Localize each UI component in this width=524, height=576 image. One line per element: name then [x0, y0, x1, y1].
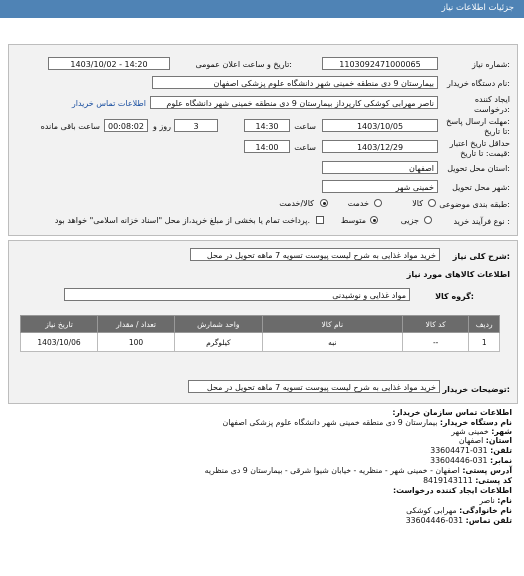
process-minor-radio[interactable]: [424, 216, 432, 224]
buyer-notes-label: توضیحات خریدار:: [442, 385, 510, 394]
col-name: نام کالا: [262, 316, 402, 333]
contact-line: استان: اصفهان: [458, 436, 512, 445]
table-row[interactable]: [21, 333, 500, 352]
category-goods-service-radio[interactable]: [320, 199, 328, 207]
process-medium-label: متوسط: [340, 216, 366, 225]
reply-hour-label: ساعت: [294, 122, 316, 131]
goods-table-header: [21, 316, 500, 333]
category-service-label: خدمت: [347, 199, 369, 208]
reply-date-field: 1403/10/05: [322, 119, 438, 132]
category-goods-radio[interactable]: [428, 199, 436, 207]
creator-field: ناصر مهرابی کوشکی کارپرداز بیمارستان 9 دی منطقه خمینی شهر دانشگاه علوم: [150, 96, 438, 109]
validity-time-field: 14:00: [244, 140, 290, 153]
contact-line: نام دستگاه خریدار: بیمارستان 9 دی منطقه خمینی شهر دانشگاه علوم پزشکی اصفهان: [222, 418, 512, 427]
announce-field: 1403/10/02 - 14:20: [48, 57, 170, 70]
contact-line: اطلاعات ایجاد کننده درخواست:: [392, 486, 512, 495]
goods-group-field: مواد غذایی و نوشیدنی: [64, 288, 410, 301]
contact-line: شهر: خمینی شهر: [451, 427, 512, 436]
contact-line: تلفن: 031-33604471: [430, 446, 512, 455]
contact-line: نام: ناصر: [479, 496, 512, 505]
price-validity-label-1: حداقل تاریخ اعتبار: [449, 139, 510, 148]
col-unit: واحد شمارش: [175, 316, 263, 333]
buyer-org-field: بیمارستان 9 دی منطقه خمینی شهر دانشگاه علوم پزشکی اصفهان: [152, 76, 438, 89]
page-header: [0, 0, 524, 18]
price-validity-label-2: قیمت: تا تاریخ:: [460, 149, 510, 158]
col-qty: تعداد / مقدار: [98, 316, 175, 333]
goods-section-title: اطلاعات کالاهای مورد نیاز: [406, 270, 510, 279]
day-and-label: روز و: [153, 122, 171, 131]
cell-row: 1: [469, 333, 500, 352]
cell-qty: 100: [98, 333, 175, 352]
page-title: جزئیات اطلاعات نیاز: [441, 3, 514, 13]
creator-label-1: ایجاد کننده: [474, 95, 510, 104]
process-type-label: نوع فرآیند خرید :: [453, 217, 510, 226]
col-row: ردیف: [469, 316, 500, 333]
category-service-radio[interactable]: [374, 199, 382, 207]
buyer-org-label: نام دستگاه خریدار:: [446, 79, 510, 88]
cell-code: --: [402, 333, 468, 352]
treasury-payment-note: پرداخت تمام یا بخشی از مبلغ خرید،از محل "اسناد خزانه اسلامی" خواهد بود.: [54, 216, 310, 225]
summary-field: خرید مواد غذایی به شرح لیست پیوست تسویه 7 ماهه تحویل در محل: [190, 248, 440, 261]
category-label: طبقه بندی موضوعی:: [439, 200, 510, 209]
validity-hour-label: ساعت: [294, 143, 316, 152]
reply-deadline-label-2: تا تاریخ:: [484, 127, 510, 136]
remaining-time-field: 00:08:02: [104, 119, 148, 132]
category-goods-service-label: کالا/خدمت: [279, 199, 314, 208]
contact-section-title: اطلاعات تماس سازمان خریدار:: [392, 408, 512, 417]
contact-line: آدرس پستی: اصفهان - خمینی شهر - منظریه - خیابان شیوا شرقی - بیمارستان 9 دی منظریه: [204, 466, 512, 475]
contact-line: تلفن تماس: 031-33604446: [405, 516, 512, 525]
province-label: استان محل تحویل:: [447, 164, 510, 173]
col-date: تاریخ نیاز: [21, 316, 98, 333]
need-number-label: شماره نیاز:: [471, 60, 510, 69]
contact-info-link[interactable]: اطلاعات تماس خریدار: [71, 99, 146, 108]
remaining-time-label: ساعت باقی مانده: [40, 122, 100, 131]
validity-date-field: 1403/12/29: [322, 140, 438, 153]
treasury-payment-checkbox[interactable]: [316, 216, 324, 224]
city-label: شهر محل تحویل:: [452, 183, 510, 192]
goods-table: [20, 315, 500, 352]
contact-line: نمابر: 031-33604446: [430, 456, 512, 465]
process-minor-label: جزیی: [400, 216, 419, 225]
reply-time-field: 14:30: [244, 119, 290, 132]
goods-group-label: گروه کالا:: [435, 292, 474, 301]
cell-name: نبه: [262, 333, 402, 352]
reply-deadline-label-1: مهلت ارسال پاسخ:: [446, 117, 510, 126]
summary-label: شرح کلی نیاز:: [452, 252, 510, 261]
process-medium-radio[interactable]: [370, 216, 378, 224]
contact-line: کد پستی: 8419143111: [423, 476, 512, 485]
cell-unit: کیلوگرم: [175, 333, 263, 352]
contact-line: نام خانوادگی: مهرابی کوشکی: [406, 506, 512, 515]
announce-label: تاریخ و ساعت اعلان عمومی:: [195, 60, 292, 69]
cell-date: 1403/10/06: [21, 333, 98, 352]
province-field: اصفهان: [322, 161, 438, 174]
category-goods-label: کالا: [412, 199, 423, 208]
col-code: کد کالا: [402, 316, 468, 333]
buyer-notes-field: خرید مواد غذایی به شرح لیست پیوست تسویه 7 ماهه تحویل در محل: [188, 380, 440, 393]
days-remaining-field: 3: [174, 119, 218, 132]
city-field: خمینی شهر: [322, 180, 438, 193]
need-number-field: 1103092471000065: [322, 57, 438, 70]
creator-label-2: درخواست:: [474, 105, 510, 114]
